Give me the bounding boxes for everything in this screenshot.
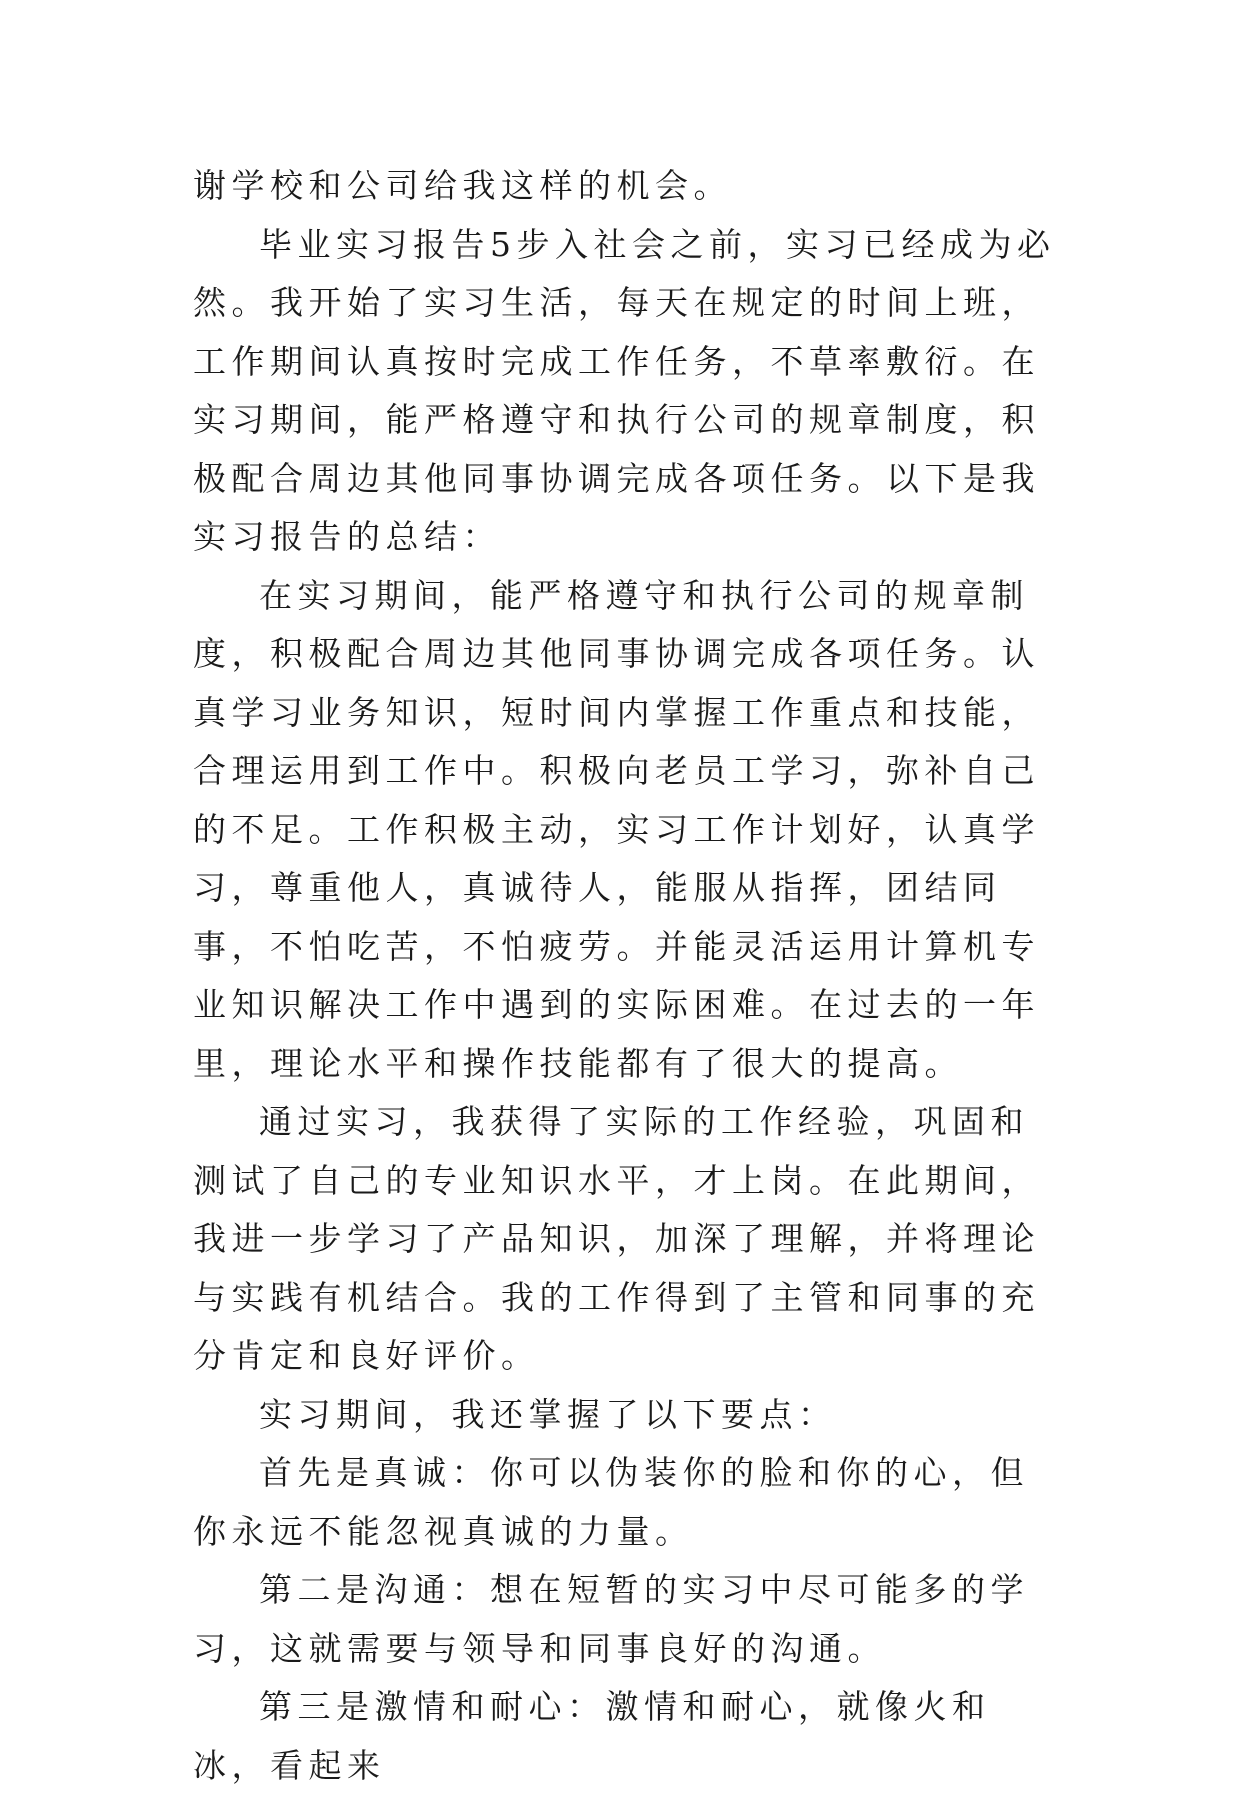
paragraph-2: 毕业实习报告5步入社会之前，实习已经成为必然。我开始了实习生活，每天在规定的时间上班，工作期间认真按时完成工作任务，不草率敷衍。在实习期间，能严格遵守和执行公司的规章制度，积极配合周边其他同事协调完成各项任务。以下是我实习报告的总结：: [193, 224, 1056, 556]
paragraph-4: 通过实习，我获得了实际的工作经验，巩固和测试了自己的专业知识水平，才上岗。在此期间，我进一步学习了产品知识，加深了理解，并将理论与实践有机结合。我的工作得到了主管和同事的充分肯定和良好评价。: [193, 1102, 1040, 1375]
paragraph-8: 第三是激情和耐心：激情和耐心，就像火和冰，看起来: [193, 1687, 991, 1785]
paragraph-6: 首先是真诚：你可以伪装你的脸和你的心，但你永远不能忽视真诚的力量。: [193, 1453, 1029, 1551]
paragraph-3: 在实习期间，能严格遵守和执行公司的规章制度，积极配合周边其他同事协调完成各项任务。认真学习业务知识，短时间内掌握工作重点和技能，合理运用到工作中。积极向老员工学习，弥补自己的不足。工作积极主动，实习工作计划好，认真学习，尊重他人，真诚待人，能服从指挥，团结同事，不怕吃苦，不怕疲劳。并能灵活运用计算机专业知识解决工作中遇到的实际困难。在过去的一年里，理论水平和操作技能都有了很大的提高。: [193, 575, 1040, 1083]
paragraph-1: 谢学校和公司给我这样的机会。: [193, 166, 732, 205]
paragraph-5: 实习期间，我还掌握了以下要点：: [259, 1394, 837, 1434]
paragraph-7: 第二是沟通：想在短暂的实习中尽可能多的学习，这就需要与领导和同事良好的沟通。: [193, 1570, 1029, 1668]
document-body: [193, 157, 1061, 1795]
